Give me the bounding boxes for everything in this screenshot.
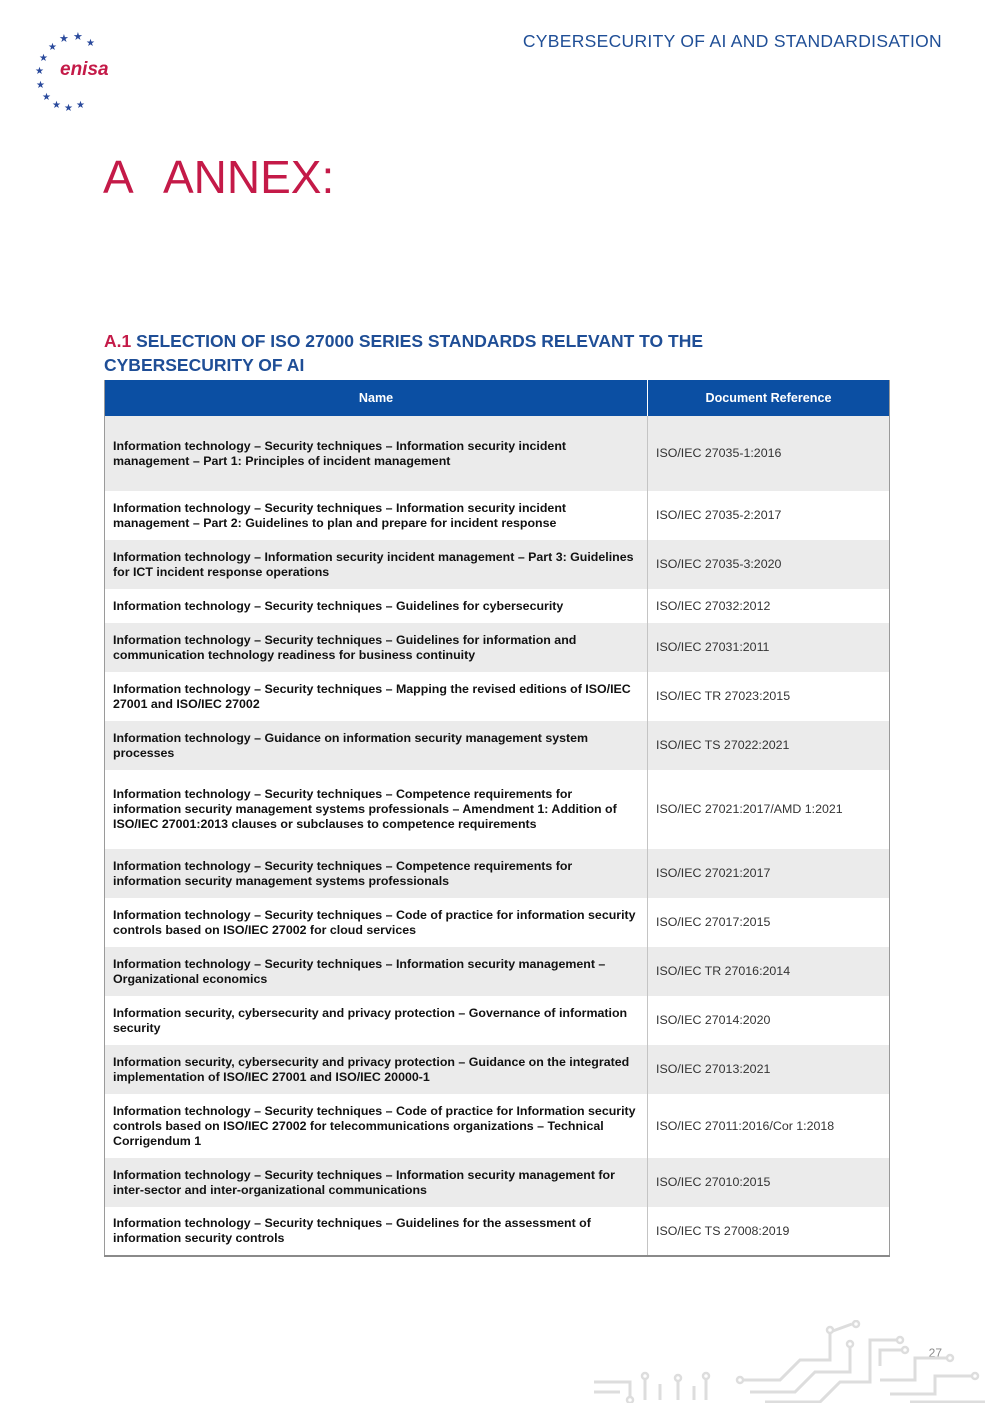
standard-name: Information technology – Security techniques – Code of practice for Information security controls based on ISO/IEC 27002 for telecommunications organizations – Technical Corrigendum 1 [105, 1094, 648, 1158]
standard-reference: ISO/IEC 27032:2012 [656, 598, 771, 613]
standard-reference: ISO/IEC 27035-2:2017 [656, 508, 782, 522]
table-row [105, 672, 890, 721]
column-header-reference: Document Reference [648, 380, 890, 416]
standard-reference: ISO/IEC 27021:2017 [648, 849, 890, 898]
standard-name: Information technology – Security techniques – Information security incident management – Part 1: Principles of incident management [105, 416, 648, 491]
svg-text:★: ★ [73, 30, 83, 43]
table-row [105, 1045, 890, 1094]
table-header-row [105, 380, 890, 416]
logo-wordmark: enisa [60, 59, 109, 80]
table-row [105, 770, 890, 849]
page-number: 27 [928, 1346, 942, 1360]
document-title: CYBERSECURITY OF AI AND STANDARDISATION [522, 31, 942, 51]
table-row [105, 491, 890, 540]
standard-reference: ISO/IEC 27010:2015 [648, 1158, 890, 1207]
svg-text:★: ★ [52, 100, 61, 111]
section-heading [104, 329, 824, 377]
table-row [105, 898, 890, 947]
table-row [105, 416, 890, 491]
standard-name: Information technology – Guidance on information security management system processes [105, 721, 648, 770]
standard-name: Information security, cybersecurity and privacy protection – Governance of information security [105, 996, 648, 1045]
standard-reference: ISO/IEC TR 27023:2015 [656, 689, 791, 703]
standard-name: Information technology – Information security incident management – Part 3: Guidelines for ICT incident response operations [105, 540, 648, 589]
table-row [105, 1207, 890, 1256]
table-row [105, 1094, 890, 1158]
standard-name: Information technology – Security techniques – Code of practice for information security controls based on ISO/IEC 27002 for cloud services [105, 898, 648, 947]
standard-reference: ISO/IEC 27017:2015 [656, 915, 771, 929]
svg-text:★: ★ [76, 100, 85, 111]
table-row [105, 540, 890, 589]
table-row [105, 589, 890, 623]
standard-name: Information technology – Security techniques – Information security incident management – Part 2: Guidelines to plan and prepare for incident response [105, 491, 648, 540]
svg-text:★: ★ [35, 66, 44, 77]
standard-reference: ISO/IEC TR 27016:2014 [648, 947, 890, 996]
standard-reference: ISO/IEC 27035-1:2016 [648, 416, 890, 491]
standard-reference: ISO/IEC 27014:2020 [656, 1013, 771, 1027]
svg-text:★: ★ [64, 103, 73, 112]
column-header-name: Name [105, 380, 648, 416]
annex-title: ANNEX: [163, 151, 335, 203]
standards-table [104, 380, 890, 1257]
svg-text:★: ★ [48, 42, 57, 53]
standard-reference: ISO/IEC 27011:2016/Cor 1:2018 [656, 1118, 835, 1133]
standard-name: Information technology – Security techniques – Guidelines for the assessment of information security controls [105, 1207, 648, 1256]
annex-heading [103, 150, 334, 204]
standard-name: Information technology – Security techniques – Competence requirements for information security management systems professionals – Amendment 1: Addition of ISO/IEC 27001:2013 clauses or subclauses to competence requirements [105, 770, 648, 849]
enisa-logo [28, 28, 124, 112]
standard-name: Information technology – Security techniques – Information security management – Organizational economics [105, 947, 648, 996]
standard-name: Information technology – Security techniques – Information security management for inter-sector and inter-organizational communications [105, 1158, 648, 1207]
annex-letter: A [103, 151, 134, 203]
svg-text:★: ★ [42, 92, 51, 103]
standard-name: Information technology – Security techniques – Competence requirements for information security management systems professionals [105, 849, 648, 898]
table-row [105, 1158, 890, 1207]
standard-name: Information technology – Security techniques – Mapping the revised editions of ISO/IEC 27001 and ISO/IEC 27002 [105, 672, 648, 721]
svg-text:★: ★ [59, 32, 69, 45]
standard-reference: ISO/IEC 27035-3:2020 [648, 540, 890, 589]
table-row [105, 623, 890, 672]
standard-name: Information technology – Security techniques – Guidelines for cybersecurity [105, 589, 648, 623]
table-row [105, 849, 890, 898]
table-row [105, 996, 890, 1045]
standard-reference: ISO/IEC 27021:2017/AMD 1:2021 [656, 802, 843, 816]
standard-reference: ISO/IEC 27013:2021 [648, 1045, 890, 1094]
standard-reference: ISO/IEC TS 27008:2019 [656, 1223, 790, 1238]
standard-name: Information technology – Security techniques – Guidelines for information and communication technology readiness for business continuity [105, 623, 648, 672]
section-number: A.1 [104, 331, 132, 351]
standard-reference: ISO/IEC TS 27022:2021 [648, 721, 890, 770]
table-row [105, 947, 890, 996]
svg-text:★: ★ [86, 38, 95, 49]
table-row [105, 721, 890, 770]
svg-text:★: ★ [36, 80, 45, 91]
section-title: SELECTION OF ISO 27000 SERIES STANDARDS RELEVANT TO THE CYBERSECURITY OF AI [104, 331, 704, 375]
svg-text:★: ★ [39, 53, 48, 64]
standard-name: Information security, cybersecurity and privacy protection – Guidance on the integrated implementation of ISO/IEC 27001 and ISO/IEC 20000-1 [105, 1045, 648, 1094]
circuit-decoration-icon [590, 1320, 992, 1403]
standard-reference: ISO/IEC 27031:2011 [648, 623, 890, 672]
